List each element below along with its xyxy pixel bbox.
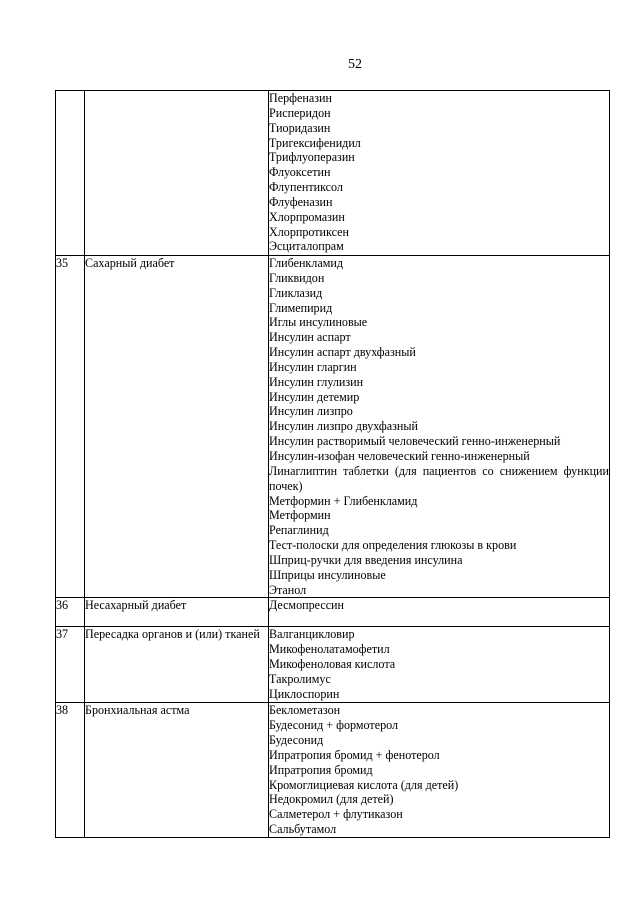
- drug-name: Недокромил (для детей): [269, 792, 394, 807]
- drug-name: Этанол: [269, 582, 307, 597]
- drug-name: Ипратропия бромид: [269, 762, 373, 777]
- drug-name: Будесонид: [269, 733, 324, 748]
- drug-name: Инсулин глулизин: [269, 374, 364, 389]
- drug-name: Циклоспорин: [269, 686, 340, 701]
- drug-list-cell: [269, 627, 610, 703]
- drug-list-cell: [269, 598, 610, 627]
- drug-name: Микофенолатамофетил: [269, 642, 390, 657]
- drug-name: Беклометазон: [269, 703, 341, 718]
- drug-name: Инсулин лизпро: [269, 404, 353, 419]
- drug-name: Метформин + Глибенкламид: [269, 493, 418, 508]
- drug-name: Флупентиксол: [269, 180, 343, 195]
- drug-name: Салметерол + флутиказон: [269, 807, 403, 822]
- drug-name: Хлорпротиксен: [269, 224, 349, 239]
- drug-name: Валганцикловир: [269, 627, 355, 642]
- drug-name: Перфеназин: [269, 91, 332, 105]
- page-number: 52: [348, 57, 362, 72]
- drug-name: Гликлазид: [269, 285, 323, 300]
- disease-cell: Пересадка органов и (или) тканей: [85, 627, 269, 703]
- drug-name: Глимепирид: [269, 300, 333, 315]
- drug-name: Шприц-ручки для введения инсулина: [269, 552, 463, 567]
- row-number-cell: 38: [56, 703, 85, 838]
- drug-name: Такролимус: [269, 671, 331, 686]
- drug-name: Десмопрессин: [269, 598, 345, 613]
- drug-name: Микофеноловая кислота: [269, 657, 396, 672]
- table-row: [56, 598, 610, 627]
- drug-name: Метформин: [269, 508, 331, 523]
- drug-name: Глибенкламид: [269, 256, 343, 270]
- drug-name: Тест-полоски для определения глюкозы в крови: [269, 538, 517, 553]
- drug-name: Тиоридазин: [269, 120, 331, 135]
- drug-name: Будесонид + формотерол: [269, 718, 399, 733]
- drug-name: Флуфеназин: [269, 194, 333, 209]
- drug-name: Флуоксетин: [269, 165, 331, 180]
- drug-name: Репаглинид: [269, 523, 329, 538]
- drug-name: Ипратропия бромид + фенотерол: [269, 747, 440, 762]
- drug-name: Инсулин гларгин: [269, 359, 357, 374]
- drug-name: Кромоглициевая кислота (для детей): [269, 777, 459, 792]
- row-number-cell: 36: [56, 598, 85, 627]
- row-number-cell: 35: [56, 256, 85, 598]
- drug-name: Инсулин аспарт: [269, 330, 351, 345]
- drug-name: Линаглиптин таблетки (для пациентов со снижением функции почек): [269, 463, 609, 493]
- drug-name: Инсулин лизпро двухфазный: [269, 419, 418, 434]
- drug-name: Иглы инсулиновые: [269, 315, 368, 330]
- drug-list-cell: [269, 91, 610, 256]
- drug-name: Рисперидон: [269, 105, 331, 120]
- drug-name: Инсулин детемир: [269, 389, 360, 404]
- disease-cell: Бронхиальная астма: [85, 703, 269, 838]
- table-row: [56, 256, 610, 598]
- drug-list-cell: [269, 256, 610, 598]
- drug-name: Гликвидон: [269, 270, 325, 285]
- disease-cell: Несахарный диабет: [85, 598, 269, 627]
- table-row: [56, 703, 610, 838]
- table-row: [56, 627, 610, 703]
- row-number-cell: [56, 91, 85, 256]
- disease-cell: Сахарный диабет: [85, 256, 269, 598]
- drug-list-table: [55, 90, 610, 838]
- drug-name: Хлорпромазин: [269, 209, 345, 224]
- drug-name: Шприцы инсулиновые: [269, 567, 386, 582]
- drug-name: Сальбутамол: [269, 822, 337, 837]
- drug-name: Инсулин растворимый человеческий генно-инженерный: [269, 434, 561, 449]
- table-row: [56, 91, 610, 256]
- drug-name: Инсулин-изофан человеческий генно-инженерный: [269, 448, 530, 463]
- drug-name: Трифлуоперазин: [269, 150, 355, 165]
- drug-list-cell: [269, 703, 610, 838]
- drug-name: Эсциталопрам: [269, 239, 344, 254]
- disease-cell: [85, 91, 269, 256]
- drug-name: Тригексифенидил: [269, 135, 361, 150]
- row-number-cell: 37: [56, 627, 85, 703]
- drug-name: Инсулин аспарт двухфазный: [269, 345, 416, 360]
